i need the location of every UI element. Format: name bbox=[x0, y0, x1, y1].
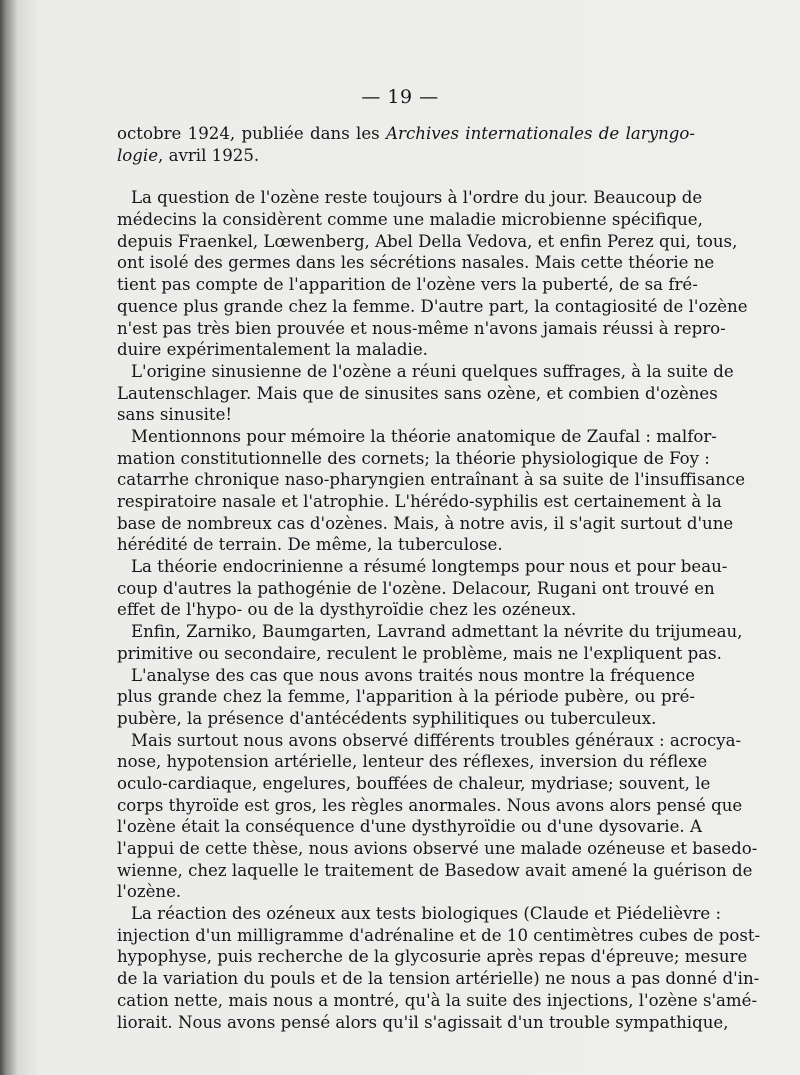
text-line: wienne, chez laquelle le traitement de Basedow avait amené la guérison de bbox=[117, 860, 753, 880]
text-line: catarrhe chronique naso-pharyngien entraînant à sa suite de l'insuffisance bbox=[117, 470, 746, 490]
text-line: respiratoire nasale et l'atrophie. L'hérédo-syphilis est certainement à la bbox=[117, 492, 722, 511]
text-line: duire expérimentalement la maladie. bbox=[117, 340, 428, 360]
text-line: La question de l'ozène reste toujours à l'ordre du jour. Beaucoup de bbox=[131, 188, 703, 208]
text-line: ont isolé des germes dans les sécrétions nasales. Mais cette théorie ne bbox=[117, 253, 715, 273]
page-number: — 19 — bbox=[361, 86, 439, 108]
text-line: mation constitutionnelle des cornets; la théorie physiologique de Foy : bbox=[117, 448, 710, 468]
intro-line-2: logie, avril 1925. bbox=[117, 145, 260, 165]
text-line: effet de l'hypo- ou de la dysthyroïdie chez les ozéneux. bbox=[117, 600, 577, 620]
text-line: base de nombreux cas d'ozènes. Mais, à notre avis, il s'agit surtout d'une bbox=[117, 513, 734, 533]
text-line: injection d'un milligramme d'adrénaline et de 10 centimètres cubes de post- bbox=[117, 925, 761, 945]
text-line: Mentionnons pour mémoire la théorie anatomique de Zaufal : malfor- bbox=[131, 426, 717, 446]
journal-title-part-2: logie bbox=[117, 145, 159, 165]
intro-line-1: octobre 1924, publiée dans les Archives internationales de laryngo- bbox=[117, 124, 695, 143]
text-line: de la variation du pouls et de la tension artérielle) ne nous a pas donné d'in- bbox=[117, 969, 760, 989]
text-line: nose, hypotension artérielle, lenteur des réflexes, inversion du réflexe bbox=[117, 752, 708, 772]
text-line: plus grande chez la femme, l'apparition à la période pubère, ou pré- bbox=[117, 687, 695, 707]
text-line: Mais surtout nous avons observé différents troubles généraux : acrocya- bbox=[131, 730, 742, 750]
journal-title-part-1: Archives internationales de laryngo- bbox=[386, 124, 695, 143]
text-line: corps thyroïde est gros, les règles anormales. Nous avons alors pensé que bbox=[117, 795, 743, 815]
text-line: cation nette, mais nous a montré, qu'à la suite des injections, l'ozène s'amé- bbox=[117, 990, 758, 1010]
text-line: Enfin, Zarniko, Baumgarten, Lavrand admettant la névrite du trijumeau, bbox=[131, 622, 743, 642]
text-line: depuis Fraenkel, Lœwenberg, Abel Della Vedova, et enfin Perez qui, tous, bbox=[117, 231, 738, 251]
text-line: L'origine sinusienne de l'ozène a réuni quelques suffrages, à la suite de bbox=[131, 361, 734, 381]
text-line: pubère, la présence d'antécédents syphilitiques ou tuberculeux. bbox=[117, 708, 657, 728]
text-line: hérédité de terrain. De même, la tuberculose. bbox=[117, 535, 503, 555]
text-line: oculo-cardiaque, engelures, bouffées de chaleur, mydriase; souvent, le bbox=[117, 773, 711, 793]
text-line: médecins la considèrent comme une maladie microbienne spécifique, bbox=[117, 210, 703, 230]
text-line: La réaction des ozéneux aux tests biologiques (Claude et Piédelièvre : bbox=[131, 904, 722, 924]
text-line: l'ozène était la conséquence d'une dysthyroïdie ou d'une dysovarie. A bbox=[117, 817, 702, 837]
text-line: Lautenschlager. Mais que de sinusites sans ozène, et combien d'ozènes bbox=[117, 383, 718, 403]
text-line: coup d'autres la pathogénie de l'ozène. Delacour, Rugani ont trouvé en bbox=[117, 578, 715, 598]
text-line: L'analyse des cas que nous avons traités nous montre la fréquence bbox=[131, 665, 695, 685]
text-line: l'appui de cette thèse, nous avions observé une malade ozéneuse et basedo- bbox=[117, 839, 758, 858]
text-line: n'est pas très bien prouvée et nous-même n'avons jamais réussi à repro- bbox=[117, 318, 726, 338]
text-line: sans sinusite! bbox=[117, 405, 233, 425]
text-line: liorait. Nous avons pensé alors qu'il s'agissait d'un trouble sympathique, bbox=[117, 1012, 729, 1032]
text-line: tient pas compte de l'apparition de l'ozène vers la puberté, de sa fré- bbox=[117, 275, 698, 295]
text-line: l'ozène. bbox=[117, 882, 182, 902]
paragraph-gap bbox=[117, 166, 695, 187]
text-line: La théorie endocrinienne a résumé longtemps pour nous et pour beau- bbox=[131, 557, 728, 577]
text-line: quence plus grande chez la femme. D'autre part, la contagiosité de l'ozène bbox=[117, 296, 748, 316]
text-line: primitive ou secondaire, reculent le problème, mais ne l'expliquent pas. bbox=[117, 643, 722, 663]
text-line: hypophyse, puis recherche de la glycosurie après repas d'épreuve; mesure bbox=[117, 947, 748, 967]
body-text bbox=[117, 123, 761, 1033]
